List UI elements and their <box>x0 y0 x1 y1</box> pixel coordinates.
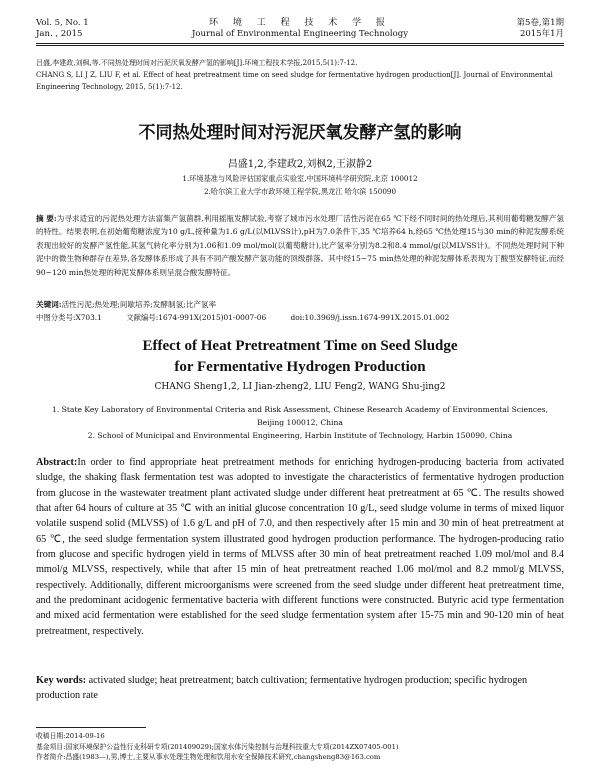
header-date: Jan. , 2015 <box>36 29 83 39</box>
citation-block <box>36 57 564 93</box>
title-en-line-2: for Fermentative Hydrogen Production <box>174 359 426 375</box>
affiliations-en <box>0 403 600 442</box>
footnotes <box>36 731 564 763</box>
citation-cn: 吕盛,李建政,刘枫,等.不同热处理时间对污泥厌氧发酵产氢的影响[J].环境工程技术学报,2015,5(1):7-12. <box>36 59 358 67</box>
title-en-line-1: Effect of Heat Pretreatment Time on Seed Sludge <box>142 338 458 354</box>
keywords-cn <box>36 299 564 310</box>
abstract-cn-text: 为寻求适宜的污泥热处理方法富集产氢菌群,利用摇瓶发酵试验,考察了城市污水处理厂活性污泥在65 ℃下经不同时间的热处理后,其利用葡萄糖发酵产氢的特性。结果表明,在初始葡萄糖浓度为10 g/L,接种量为1.6 g/L(以MLVSS计),pH为7.0条件下,35 ℃培养64 h,经65 ℃热处理15与30 min的种泥发酵系统表现出较好的发酵产氢性能,其氢气转化率分别为1.06和1.09 mol/mol(以葡萄糖计),比产氢率分别为8.2和8.4 mmol/g(以MLVSS计)。不同热处理时间下种泥中的微生物种群存在差异,各发酵体系形成了具有不同产酸发酵产氢功能的顶级群落。其中经15~75 min热处理的种泥发酵体系表现为丁酸型发酵特征,而经90~120 min热处理的种泥发酵体系则呈混合酸发酵特征。 <box>36 214 564 277</box>
document-code: 文献编号:1674-991X(2015)01-0007-06 <box>126 313 267 322</box>
title-cn: 不同热处理时间对污泥厌氧发酵产氢的影响 <box>138 123 462 143</box>
abstract-en <box>36 455 564 639</box>
affiliation-cn-2: 2.哈尔滨工业大学市政环境工程学院,黑龙江 哈尔滨 150090 <box>203 187 397 196</box>
author-bio: 作者简介:昌盛(1983—),男,博士,主要从事水处理生物处理和饮用水安全保障技术研究,changsheng83@163.com <box>36 753 381 761</box>
authors-cn: 昌盛1,2,李建政2,刘枫2,王淑静2 <box>227 159 373 170</box>
keywords-cn-label: 关键词: <box>36 300 62 309</box>
header-year-month: 2015年1月 <box>519 29 564 39</box>
header-rule-thin <box>36 45 564 46</box>
affiliation-en-1: 1. State Key Laboratory of Environmental Criteria and Risk Assessment, Chinese Research Academy of Environmental Sciences, <box>52 405 548 414</box>
abstract-en-label: Abstract: <box>36 457 78 468</box>
title-en <box>0 336 600 378</box>
header-journal-cn: 环 境 工 程 技 术 学 报 <box>208 18 392 28</box>
doi: doi:10.3969/j.issn.1674-991X.2015.01.002 <box>290 313 450 322</box>
abstract-en-text: In order to find appropriate heat pretreatment methods for enriching hydrogen-producing bacteria from activated sludge, the shaking flask fermentation test was adopted to investigate the characteristics of fermentative hydrogen production from glucose in the wastewater treatment plant activated sludge under different heat pretreatment at 65 ℃. The results showed that after 64 hours of culture at 35 ℃ with an initial glucose concentration 10 g/L, seed sludge volume in terms of mixed liquor volatile suspend solid (MLVSS) of 1.6 g/L and pH of 7.0, and then respectively after 15 min and 30 min of heat pretreatment at 65 ℃, the seed sludge fermentation system illustrated good hydrogen production performance. The hydrogen-producing ratio from glucose and specific hydrogen yield in terms of MLVSS after 30 min of heat pretreatment reached 1.09 mol/mol and 8.4 mmol/g MLVSS, respectively, while that after 15 min of heat pretreatment reached 1.06 mol/mol and 8.2 mmol/g MLVSS, respectively. Additionally, different microorganisms were screened from the seed sludge under different heat pretreatment time, and the predominant acidogenic fermentative bacteria with different functions were constructed. Butyric acid type fermentation and mixed acid fermentation were established for the seed sludge fermentation system after 15-75 min and 90-120 min of heat pretreatment, respectively. <box>36 457 564 637</box>
header-right <box>516 18 564 40</box>
keywords-en-label: Key words: <box>36 675 87 686</box>
keywords-cn-text: 活性污泥;热处理;间歇培养;发酵制氢;比产氢率 <box>61 300 217 309</box>
authors-en: CHANG Sheng1,2, LI Jian-zheng2, LIU Feng2, WANG Shu-jing2 <box>154 382 446 392</box>
abstract-cn-label: 摘 要: <box>36 214 57 223</box>
citation-en: CHANG S, LI J Z, LIU F, et al. Effect of heat pretreatment time on seed sludge for fermentative hydrogen production[J]. Journal of Environmental Engineering Technology, 2015, 5(1):7-12. <box>36 71 553 91</box>
clc-number: 中图分类号:X703.1 <box>36 313 102 322</box>
affiliation-en-2: 2. School of Municipal and Environmental Engineering, Harbin Institute of Technology, Harbin 150090, China <box>87 431 513 440</box>
header-volume: Vol. 5, No. 1 <box>36 18 89 28</box>
keywords-en <box>36 673 564 704</box>
header-rule <box>36 43 564 44</box>
header-journal-en: Journal of Environmental Engineering Technology <box>191 29 409 39</box>
received-date: 收稿日期:2014-09-16 <box>36 732 105 740</box>
header-left <box>36 18 89 40</box>
keywords-en-text: activated sludge; heat pretreatment; batch cultivation; fermentative hydrogen production; specific hydrogen production rate <box>36 675 528 702</box>
abstract-cn <box>36 212 564 279</box>
footnote-rule <box>36 727 146 728</box>
affiliation-cn-1: 1.环境基准与风险评估国家重点实验室,中国环境科学研究院,北京 100012 <box>182 174 418 183</box>
header-issue: 第5卷,第1期 <box>516 18 564 28</box>
header-center <box>36 18 564 40</box>
affiliations-cn <box>0 172 600 198</box>
classification-line <box>36 312 564 323</box>
affiliation-en-1b: Beijing 100012, China <box>257 418 343 427</box>
running-header <box>36 18 564 40</box>
funding: 基金项目:国家环境保护公益性行业科研专项(201409029);国家水体污染控制与治理科技重大专项(2014ZX07405-001) <box>36 742 399 751</box>
